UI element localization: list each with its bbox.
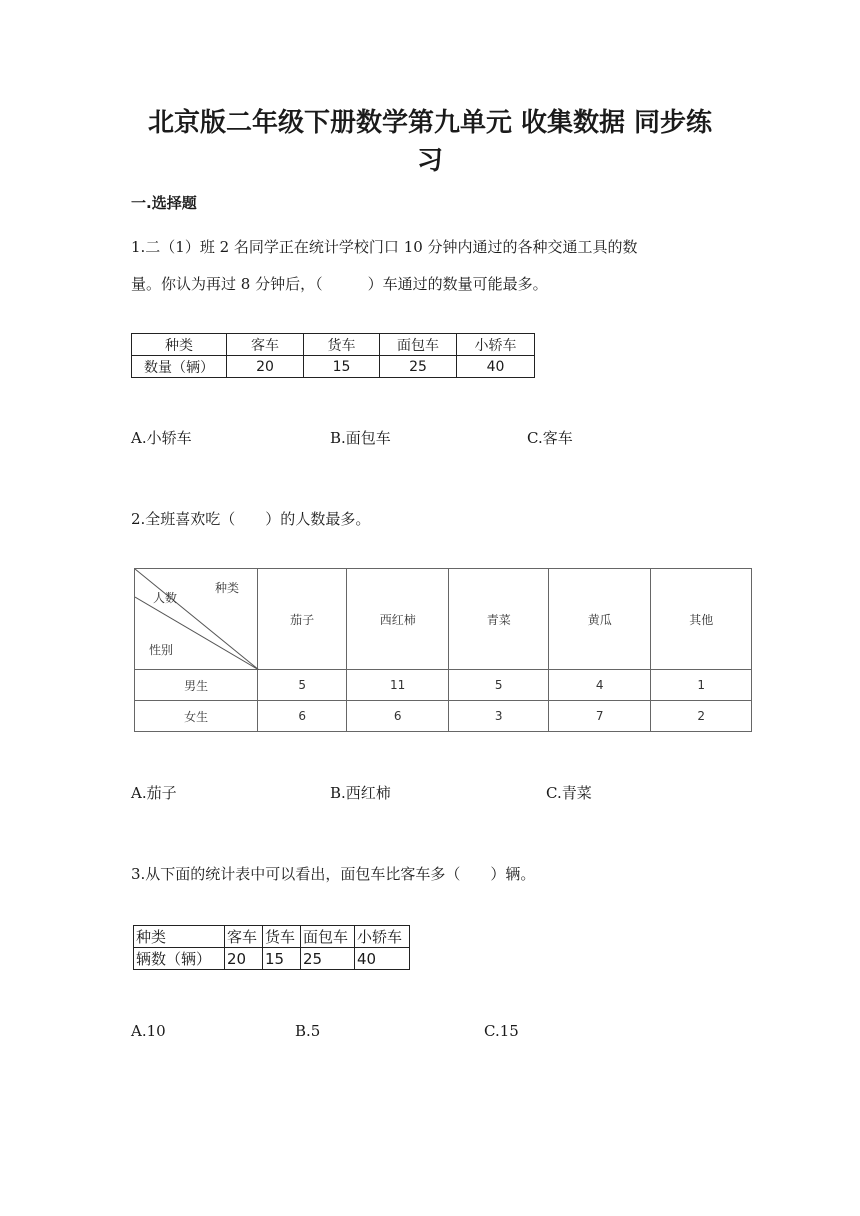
q1-option-c[interactable]: C.客车 <box>527 429 573 447</box>
q2-corner-top-right: 种类 <box>215 581 240 595</box>
q1-cell: 数量（辆） <box>132 356 227 378</box>
q3-cell: 40 <box>355 948 410 970</box>
q2-cell: 1 <box>651 670 752 701</box>
q1-table <box>131 333 535 378</box>
q1-option-a[interactable]: A.小轿车 <box>131 429 192 447</box>
q2-header-cell: 茄子 <box>258 569 347 670</box>
q2-corner-bottom-left: 性别 <box>149 643 174 657</box>
q1-cell: 40 <box>457 356 535 378</box>
q2-header-cell: 西红柿 <box>346 569 449 670</box>
q2-cell: 5 <box>258 670 347 701</box>
q1-header-cell: 客车 <box>227 334 304 356</box>
q2-cell: 6 <box>346 701 449 732</box>
page-title-line2: 习 <box>416 146 443 176</box>
q2-corner-cell <box>135 569 258 670</box>
q2-option-a[interactable]: A.茄子 <box>131 784 177 802</box>
q2-cell: 3 <box>449 701 549 732</box>
q2-cell: 2 <box>651 701 752 732</box>
q1-text-line1: 1.二（1）班 2 名同学正在统计学校门口 10 分钟内通过的各种交通工具的数 <box>131 238 638 256</box>
q2-cell: 4 <box>548 670 650 701</box>
q2-corner-middle: 人数 <box>153 591 178 605</box>
q1-header-cell: 面包车 <box>380 334 457 356</box>
q2-text: 2.全班喜欢吃（ ）的人数最多。 <box>131 510 371 528</box>
page-title-line1: 北京版二年级下册数学第九单元 收集数据 同步练 <box>147 108 713 138</box>
q2-cell: 11 <box>346 670 449 701</box>
q3-header-cell: 种类 <box>134 926 225 948</box>
q3-option-a[interactable]: A.10 <box>131 1022 166 1040</box>
q3-cell: 25 <box>301 948 355 970</box>
q3-text: 3.从下面的统计表中可以看出，面包车比客车多（ ）辆。 <box>131 865 536 883</box>
q3-cell: 15 <box>263 948 301 970</box>
q2-table-row <box>135 701 752 732</box>
q2-cell: 5 <box>449 670 549 701</box>
q1-table-header-row <box>132 334 535 356</box>
q2-header-cell: 青菜 <box>449 569 549 670</box>
q3-cell: 20 <box>225 948 263 970</box>
q1-cell: 20 <box>227 356 304 378</box>
q1-table-row <box>132 356 535 378</box>
q1-header-cell: 货车 <box>304 334 380 356</box>
section-heading: 一.选择题 <box>131 194 197 212</box>
q3-option-c[interactable]: C.15 <box>484 1022 519 1040</box>
q3-header-cell: 货车 <box>263 926 301 948</box>
q2-table-row <box>135 670 752 701</box>
q3-header-cell: 客车 <box>225 926 263 948</box>
q1-option-b[interactable]: B.面包车 <box>330 429 391 447</box>
q2-row-label: 女生 <box>135 701 258 732</box>
q2-row-label: 男生 <box>135 670 258 701</box>
q2-cell: 7 <box>548 701 650 732</box>
q3-header-cell: 小轿车 <box>355 926 410 948</box>
q2-table-header-row <box>135 569 752 670</box>
q3-cell: 辆数（辆） <box>134 948 225 970</box>
page-title <box>0 104 860 180</box>
q1-header-cell: 小轿车 <box>457 334 535 356</box>
q2-option-b[interactable]: B.西红柿 <box>330 784 391 802</box>
q1-header-cell: 种类 <box>132 334 227 356</box>
q2-table <box>134 568 752 732</box>
q3-table-row <box>134 948 410 970</box>
q2-option-c[interactable]: C.青菜 <box>546 784 592 802</box>
q3-table-header-row <box>134 926 410 948</box>
q3-option-b[interactable]: B.5 <box>295 1022 321 1040</box>
q2-cell: 6 <box>258 701 347 732</box>
q2-header-cell: 黄瓜 <box>548 569 650 670</box>
q2-header-cell: 其他 <box>651 569 752 670</box>
q1-cell: 15 <box>304 356 380 378</box>
q1-text-line2: 量。你认为再过 8 分钟后，（ ）车通过的数量可能最多。 <box>131 275 548 293</box>
q3-header-cell: 面包车 <box>301 926 355 948</box>
q3-table <box>133 925 410 970</box>
q1-cell: 25 <box>380 356 457 378</box>
